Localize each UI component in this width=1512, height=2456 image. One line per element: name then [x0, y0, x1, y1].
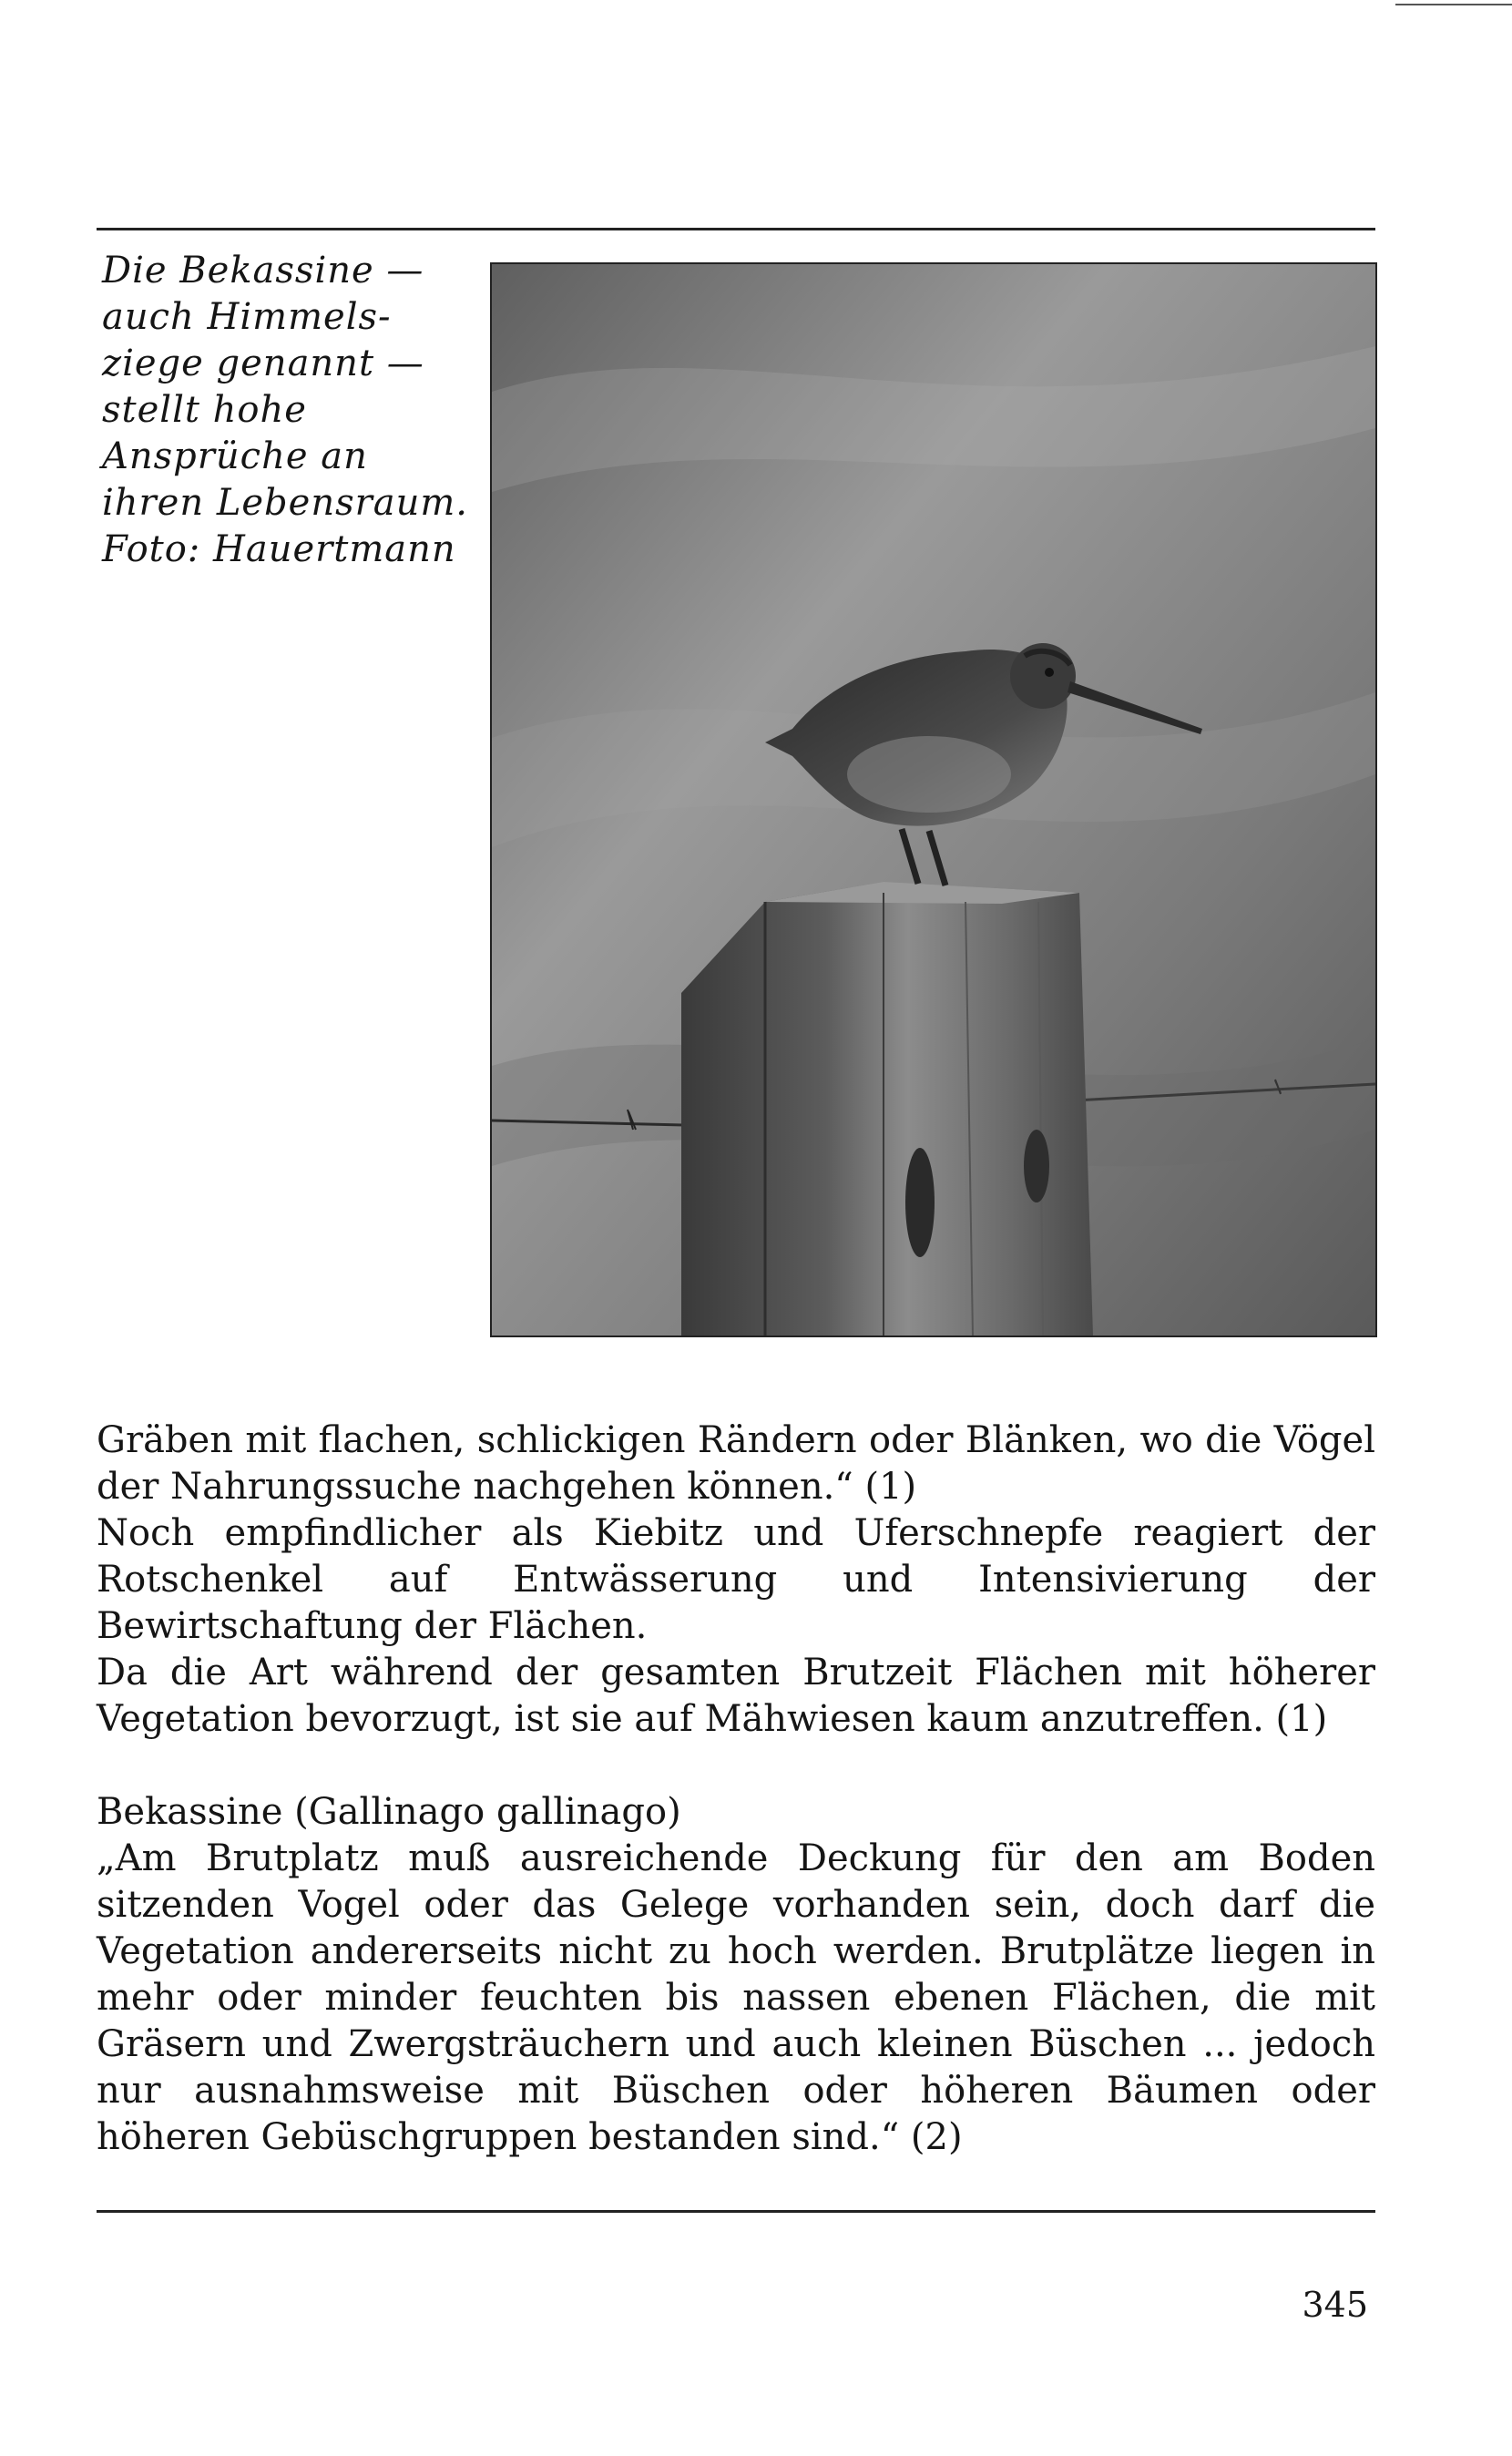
paragraph-gap [97, 1743, 1375, 1789]
section-heading: Bekassine (Gallinago gallinago) [97, 1791, 681, 1833]
paragraph: Da die Art während der gesamten Brutzeit Flächen mit höherer Vegetation bevorzugt, ist sie auf Mähwiesen kaum anzutreffen. (1) [97, 1652, 1375, 1740]
snipe-on-post-illustration [492, 264, 1375, 1335]
bottom-rule [97, 2210, 1375, 2213]
page-number: 345 [1302, 2285, 1368, 2325]
caption-line: stellt hohe [102, 389, 307, 431]
caption-line: ihren Lebensraum. [102, 482, 468, 524]
quote-paragraph: „Am Brutplatz muß ausreichende Deckung für den am Boden sitzenden Vogel oder das Gelege vorhanden sein, doch darf die Vegetation andererseits nicht zu hoch werden. Brutplätze liegen in mehr oder minder feuchten bis nassen ebenen Flächen, die mit Gräsern und Zwergsträuchern und auch kleinen Büschen ... jedoch nur ausnahmsweise mit Büschen oder höheren Bäumen oder höheren Gebüschgruppen bestanden sind.“ (2) [97, 1837, 1375, 2158]
caption-line: ziege genannt — [102, 343, 424, 384]
snipe-photo [490, 262, 1377, 1337]
corner-rule [1395, 4, 1512, 5]
paragraph: Noch empfindlicher als Kiebitz und Uferschnepfe reagiert der Rotschenkel auf Entwässerung und Intensivierung der Bewirtschaftung der Flächen. [97, 1512, 1375, 1647]
caption-line: Ansprüche an [102, 435, 368, 477]
caption-line: auch Himmels- [102, 296, 392, 338]
top-rule [97, 228, 1375, 230]
photo-caption [102, 248, 485, 573]
caption-line: Die Bekassine — [102, 250, 424, 292]
caption-line: Foto: Hauertmann [102, 528, 456, 570]
main-text [97, 1417, 1375, 2161]
paragraph: Gräben mit flachen, schlickigen Rändern oder Blänken, wo die Vögel der Nahrungssuche nachgehen können.“ (1) [97, 1419, 1375, 1508]
